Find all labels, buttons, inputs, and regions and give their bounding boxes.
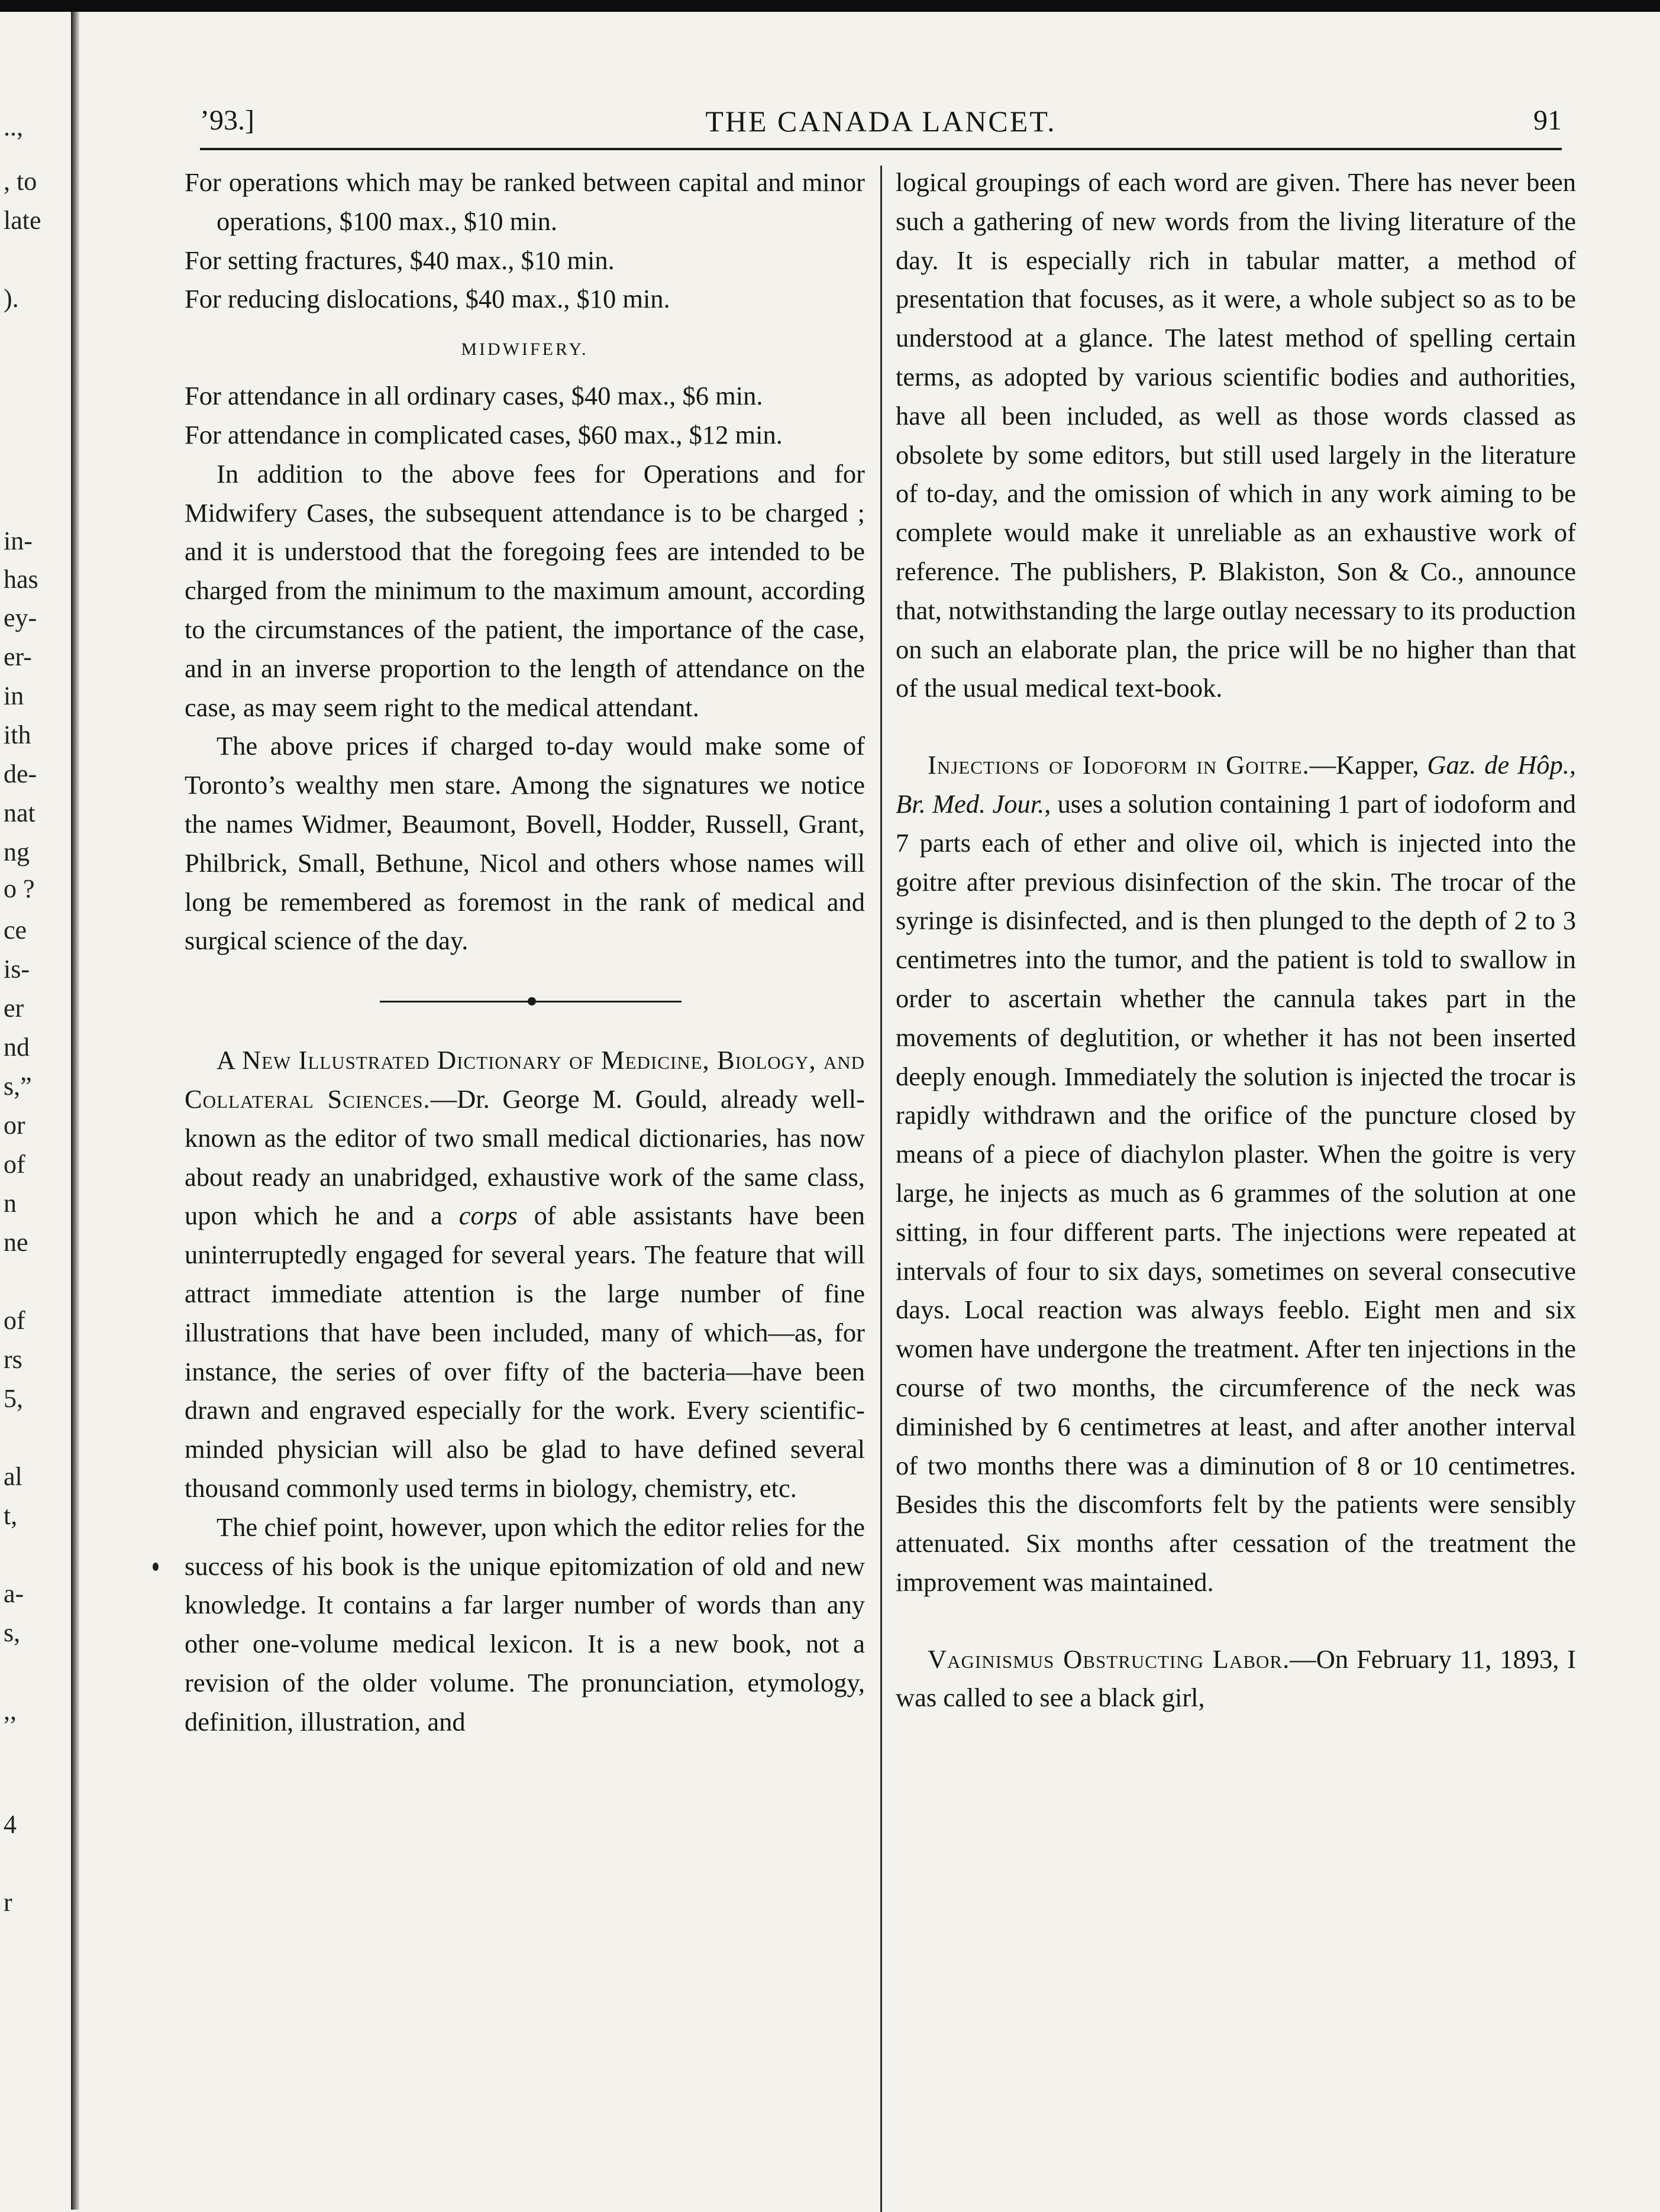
margin-fragment: in-	[4, 526, 33, 555]
margin-fragment: nd	[4, 1033, 30, 1062]
margin-fragment: er-	[4, 642, 32, 671]
book-gutter-shadow	[71, 12, 79, 2210]
margin-fragment: in	[4, 681, 24, 710]
margin-fragment: ).	[4, 284, 19, 313]
margin-fragment: is-	[4, 955, 30, 984]
margin-fragment: of	[4, 1150, 25, 1179]
previous-page-margin	[0, 0, 71, 2210]
vaginismus-article	[896, 1640, 1576, 1718]
margin-fragment: ..,	[4, 112, 23, 141]
iodoform-source: Gaz. de Hôp., Br. Med. Jour.	[896, 750, 1576, 819]
midwifery-heading: MIDWIFERY.	[461, 339, 589, 360]
dictionary-text: of able assistants have been uninterruptedly engaged for several years. The feature that will attract immediate attention is the large number of fine illustrations that have been included, many of which—as, for instance, the series of over fifty of the bacteria—have been drawn and engraved especially for the work. Every scientific-minded physician will also be glad to have defined several thousand commonly used terms in biology, chemistry, etc.	[185, 1201, 865, 1503]
margin-fragment: of	[4, 1306, 25, 1335]
journal-title: THE CANADA LANCET.	[705, 105, 1057, 138]
margin-fragment: ng	[4, 837, 30, 866]
fee-item: For attendance in all ordinary cases, $40 max., $6 min.	[185, 381, 763, 411]
margin-fragment: 4	[4, 1810, 17, 1839]
margin-fragment: ne	[4, 1228, 28, 1257]
margin-fragment: late	[4, 206, 41, 235]
fee-item: For reducing dislocations, $40 max., $10 min.	[185, 284, 670, 314]
left-column	[185, 163, 865, 1741]
vaginismus-text: —On February 11, 1893, I was called to see a black girl,	[896, 1644, 1576, 1713]
header-rule	[200, 148, 1562, 150]
vaginismus-title: Vaginismus Obstructing Labor.	[928, 1644, 1290, 1674]
page-number: 91	[1533, 105, 1562, 136]
margin-fragment: ,,	[4, 1696, 17, 1725]
iodoform-title: Injections of Iodoform in Goitre.	[928, 750, 1310, 780]
margin-fragment: ey-	[4, 603, 37, 632]
dictionary-title: A New Illustrated Dictionary of Medicine, Biology, and Collateral Sciences.	[185, 1045, 865, 1114]
column-rule	[880, 166, 882, 2212]
margin-fragment: r	[4, 1888, 12, 1917]
margin-fragment: al	[4, 1462, 22, 1491]
margin-fragment: a-	[4, 1579, 24, 1608]
divider-ornament	[528, 997, 536, 1005]
fee-item: For attendance in complicated cases, $60 max., $12 min.	[185, 419, 783, 449]
margin-fragment: de-	[4, 759, 37, 788]
margin-fragment: s,”	[4, 1072, 32, 1101]
additional-fees-paragraph: In addition to the above fees for Operations and for Midwifery Cases, the subsequent attendance is to be charged ; and it is understood that the foregoing fees are intended to be charged from the minimum to the maximum amount, according to the circumstances of the patient, the importance of the case, and in an inverse proportion to the length of attendance on the case, as may seem right to the medical attendant.	[185, 458, 865, 722]
margin-fragment: , to	[4, 167, 37, 196]
margin-fragment: or	[4, 1111, 25, 1140]
dictionary-text: —Dr. George M. Gould, already well-known as the editor of two small medical dictionaries, has now about ready an unabridged, exhaustive work of the same class, upon which he and a	[185, 1084, 865, 1231]
fee-item: For setting fractures, $40 max., $10 min.	[185, 245, 615, 275]
dictionary-article	[185, 1041, 865, 1508]
ink-speck	[153, 1563, 159, 1571]
margin-fragment: er	[4, 994, 24, 1023]
iodoform-text: , uses a solution containing 1 part of iodoform and 7 parts each of ether and olive oil, which is injected into the goitre after previous disinfection of the skin. The trocar of the syringe is disinfected, and is then plunged to the depth of 2 to 3 centimetres into the tumor, and the patient is told to swallow in order to ascertain whether the cannula takes part in the movements of deglutition, or whether it has not been inserted deeply enough. Immediately the solution is injected the trocar is rapidly withdrawn and the orifice of the puncture closed by means of a piece of diachylon plaster. When the goitre is very large, he injects as much as 6 grammes of the solution at one sitting, in four different parts. The injections were repeated at intervals of four to six days, sometimes on several consecutive days. Local reaction was always feeblo. Eight men and six women have undergone the treatment. After ten injections in the course of two months, the circumference of the neck was diminished by 6 centimetres at least, and after another interval of two months there was a diminution of 8 or 10 centimetres. Besides this the discomforts felt by the patients were sensibly attenuated. Six months after cessation of the treatment the improvement was maintained.	[896, 788, 1576, 1597]
iodoform-author: —Kapper,	[1309, 750, 1428, 780]
dictionary-paragraph-2: The chief point, however, upon which the editor relies for the success of his book is the unique epitomization of old and new knowledge. It contains a far larger number of words than any other one-volume medical lexicon. It is a new book, not a revision of the older volume. The pronunciation, etymology, definition, illustration, and	[185, 1512, 865, 1736]
page-top-edge	[0, 0, 1660, 12]
margin-fragment: ce	[4, 916, 27, 945]
margin-fragment: n	[4, 1189, 17, 1218]
fee-item: For operations which may be ranked between capital and minor operations, $100 max., $10 min.	[185, 167, 865, 236]
right-column	[896, 163, 1576, 1718]
margin-fragment: nat	[4, 798, 35, 827]
prices-paragraph: The above prices if charged to-day would make some of Toronto’s wealthy men stare. Among the signatures we notice the names Widmer, Beaumont, Bovell, Hodder, Russell, Grant, Philbrick, Small, Bethune, Nicol and others whose names will long be remembered as foremost in the rank of medical and surgical science of the day.	[185, 731, 865, 956]
margin-fragment: t,	[4, 1501, 18, 1530]
margin-fragment: has	[4, 565, 38, 594]
margin-fragment: rs	[4, 1345, 22, 1374]
iodoform-article	[896, 746, 1576, 1602]
margin-fragment: o ?	[4, 874, 35, 903]
dictionary-continued: logical groupings of each word are given. There has never been such a gathering of new words from the living literature of the day. It is especially rich in tabular matter, a method of presentation that focuses, as it were, a whole subject so as to be understood at a glance. The latest method of spelling certain terms, as adopted by various scientific bodies and authorities, have all been included, as well as those words classed as obsolete by some editors, but still used largely in the literature of to-day, and the omission of which in any work aiming to be complete would make it unreliable as an exhaustive work of reference. The publishers, P. Blakiston, Son & Co., announce that, notwithstanding the large outlay necessary to its production on such an elaborate plan, the price will be no higher than that of the usual medical text-book.	[896, 167, 1576, 703]
running-header	[200, 104, 1562, 147]
margin-fragment: ith	[4, 720, 31, 749]
dictionary-italic: corps	[458, 1201, 518, 1231]
section-divider	[185, 961, 865, 1041]
header-year: ’93.]	[200, 105, 254, 136]
margin-fragment: 5,	[4, 1384, 23, 1413]
margin-fragment: s,	[4, 1618, 21, 1647]
